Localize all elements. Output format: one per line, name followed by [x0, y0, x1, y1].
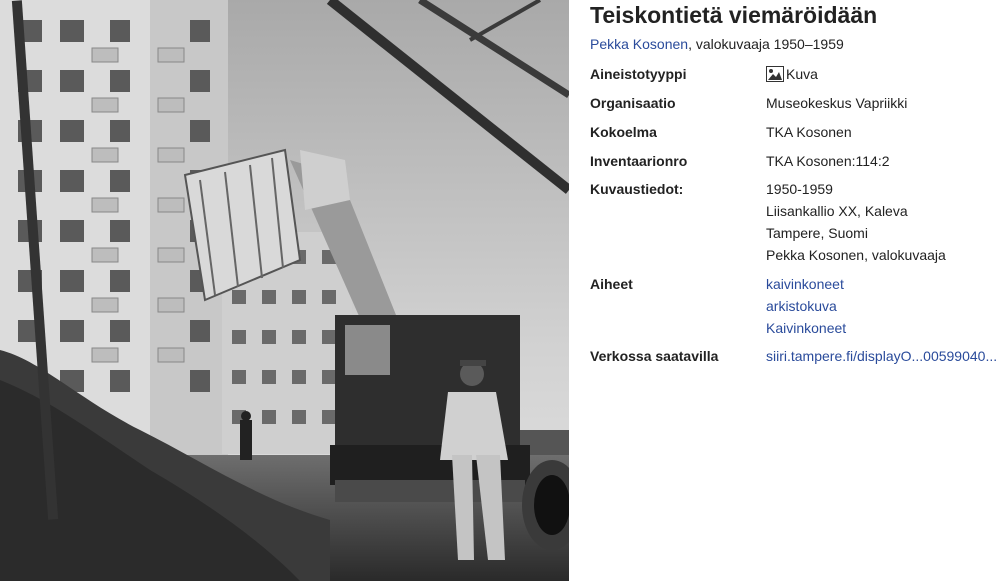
byline-rest: , valokuvaaja 1950–1959	[688, 36, 844, 52]
label-aineistotyyppi: Aineistotyyppi	[590, 66, 687, 82]
type-value: Kuva	[786, 66, 818, 82]
value-kokoelma: TKA Kosonen	[766, 124, 852, 140]
value-verkossa	[766, 345, 997, 367]
value-aiheet	[766, 273, 846, 339]
kuvaustiedot-city: Tampere, Suomi	[766, 225, 868, 241]
subject-link[interactable]: kaivinkoneet	[766, 276, 844, 292]
label-kuvaustiedot: Kuvaustiedot:	[590, 181, 684, 197]
label-aiheet: Aiheet	[590, 276, 633, 292]
label-kokoelma: Kokoelma	[590, 124, 657, 140]
label-organisaatio: Organisaatio	[590, 95, 676, 111]
value-kuvaustiedot	[766, 178, 946, 266]
kuvaustiedot-place: Liisankallio XX, Kaleva	[766, 203, 908, 219]
subject-link[interactable]: arkistokuva	[766, 298, 837, 314]
value-aineistotyyppi	[766, 63, 818, 88]
record-title: Teiskontietä viemäröidään	[590, 2, 878, 28]
kuvaustiedot-photographer: Pekka Kosonen, valokuvaaja	[766, 247, 946, 263]
value-organisaatio: Museokeskus Vapriikki	[766, 95, 908, 111]
label-inventaarionro: Inventaarionro	[590, 153, 688, 169]
author-link[interactable]: Pekka Kosonen	[590, 36, 689, 52]
byline	[590, 36, 844, 52]
value-inventaarionro: TKA Kosonen:114:2	[766, 153, 890, 169]
image-icon	[766, 66, 784, 88]
subject-link[interactable]: Kaivinkoneet	[766, 320, 847, 336]
online-link[interactable]: siiri.tampere.fi/displayO...00599040...	[766, 348, 998, 364]
kuvaustiedot-date: 1950-1959	[766, 181, 833, 197]
record-details	[590, 0, 1000, 581]
label-verkossa: Verkossa saatavilla	[590, 348, 719, 364]
